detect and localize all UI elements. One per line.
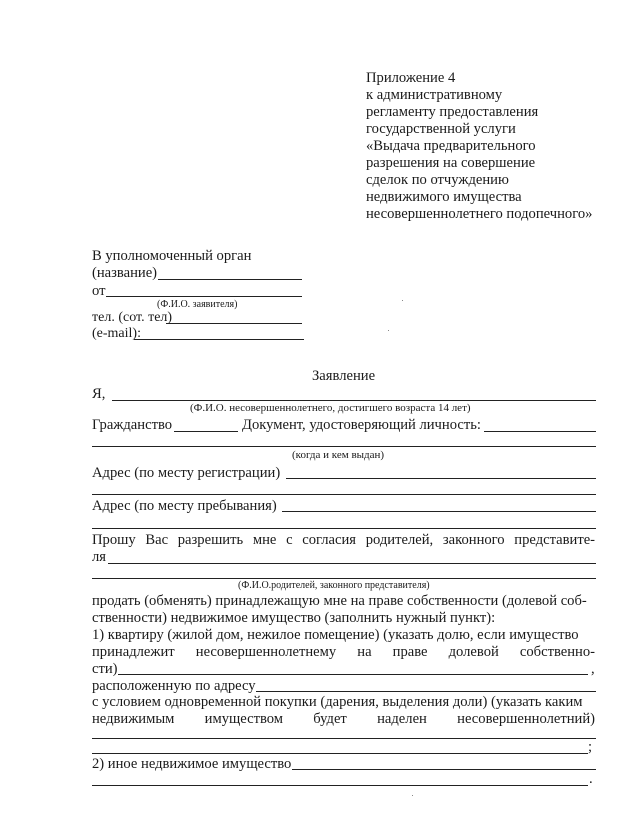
item1-word: на: [357, 644, 372, 660]
parents-hint: (Ф.И.О.родителей, законного представителя): [238, 580, 430, 591]
sell-line2: ственности) недвижимое имущество (заполнить нужный пункт):: [92, 610, 496, 626]
share-field[interactable]: [118, 674, 588, 675]
item2-field[interactable]: [292, 769, 596, 770]
request-word: мне: [252, 532, 277, 548]
reg-address-label: Адрес (по месту регистрации): [92, 465, 281, 481]
appendix-line: государственной услуги: [366, 121, 516, 137]
request-word: с: [286, 532, 293, 548]
reg-address-field[interactable]: [286, 478, 596, 479]
scan-speck: [402, 300, 403, 301]
request-word: представите-: [514, 532, 596, 548]
request-word: законного: [442, 532, 505, 548]
condition-line2: [92, 711, 595, 728]
phone-field[interactable]: [166, 323, 302, 324]
document-field[interactable]: [484, 431, 596, 432]
appendix-line: регламенту предоставления: [366, 104, 539, 120]
minor-fio-field[interactable]: [112, 400, 596, 401]
addressee-from-label: от: [92, 283, 106, 299]
request-word: согласия: [302, 532, 357, 548]
item1-word: несовершеннолетнему: [195, 644, 337, 660]
located-label: расположенную по адресу: [92, 678, 256, 694]
condition-field-line1[interactable]: [92, 738, 596, 739]
form-title: Заявление: [312, 368, 376, 384]
applicant-fio-field[interactable]: [106, 296, 302, 297]
appendix-line: «Выдача предварительного: [366, 138, 536, 154]
issued-hint: (когда и кем выдан): [292, 449, 385, 461]
appendix-line: сделок по отчуждению: [366, 172, 509, 188]
appendix-line: разрешения на совершение: [366, 155, 536, 171]
request-word: разрешить: [177, 532, 244, 548]
applicant-fio-hint: (Ф.И.О. заявителя): [157, 299, 238, 310]
appendix-line: недвижимого имущества: [366, 189, 522, 205]
scan-speck: [412, 795, 413, 796]
addressee-name-field[interactable]: [158, 279, 302, 280]
item1-line3: сти): [92, 661, 118, 677]
item1-word: собственно-: [519, 644, 596, 660]
citizenship-label: Гражданство: [92, 417, 173, 433]
parents-fio-field-line2[interactable]: [92, 578, 596, 579]
stay-address-field-line2[interactable]: [92, 528, 596, 529]
appendix-line: несовершеннолетнего подопечного»: [366, 206, 593, 222]
item1-word: праве: [392, 644, 428, 660]
document-label: Документ, удостоверяющий личность:: [242, 417, 481, 433]
item1-word: принадлежит: [92, 644, 175, 660]
addressee-name-label: (название): [92, 265, 158, 281]
item2-field-line2[interactable]: [92, 785, 588, 786]
phone-label: тел. (сот. тел): [92, 310, 173, 325]
item2-end: .: [589, 771, 593, 787]
parents-fio-field[interactable]: [108, 563, 596, 564]
document-field-line2[interactable]: [92, 446, 596, 447]
item2-label: 2) иное недвижимое имущество: [92, 756, 292, 772]
condition-word: недвижимым: [92, 711, 175, 727]
item1-line3-end: ,: [591, 661, 595, 677]
request-line: [92, 532, 595, 549]
minor-fio-hint: (Ф.И.О. несовершеннолетнего, достигшего возраста 14 лет): [190, 402, 471, 414]
appendix-block: [366, 70, 592, 223]
scan-speck: [388, 330, 389, 331]
request-word: Прошу: [92, 532, 136, 548]
addressee-line1: В уполномоченный орган: [92, 248, 252, 264]
condition-word: будет: [313, 711, 347, 727]
condition-end: ;: [588, 739, 593, 755]
email-label: (e-mail):: [92, 326, 141, 341]
reg-address-field-line2[interactable]: [92, 494, 596, 495]
item1-line2: [92, 644, 595, 661]
condition-word: наделен: [377, 711, 427, 727]
appendix-line: Приложение 4: [366, 70, 456, 86]
citizenship-field[interactable]: [174, 431, 238, 432]
appendix-line: к административному: [366, 87, 503, 103]
email-field[interactable]: [134, 339, 304, 340]
item1-line1: 1) квартиру (жилой дом, нежилое помещение) (указать долю, если имущество: [92, 627, 579, 643]
item1-word: долевой: [448, 644, 499, 660]
condition-line1: с условием одновременной покупки (дарения, выделения доли) (указать каким: [92, 694, 583, 710]
located-address-field[interactable]: [256, 691, 596, 692]
condition-word: несовершеннолетний): [457, 711, 596, 727]
request-word: родителей,: [365, 532, 434, 548]
stay-address-field[interactable]: [282, 511, 596, 512]
condition-word: имуществом: [204, 711, 283, 727]
i-label: Я,: [92, 386, 106, 402]
stay-address-label: Адрес (по месту пребывания): [92, 498, 277, 514]
condition-field-line2[interactable]: [92, 753, 588, 754]
request-cont: ля: [92, 549, 106, 565]
sell-line1: продать (обменять) принадлежащую мне на праве собственности (долевой соб-: [92, 593, 587, 609]
request-word: Вас: [145, 532, 169, 548]
